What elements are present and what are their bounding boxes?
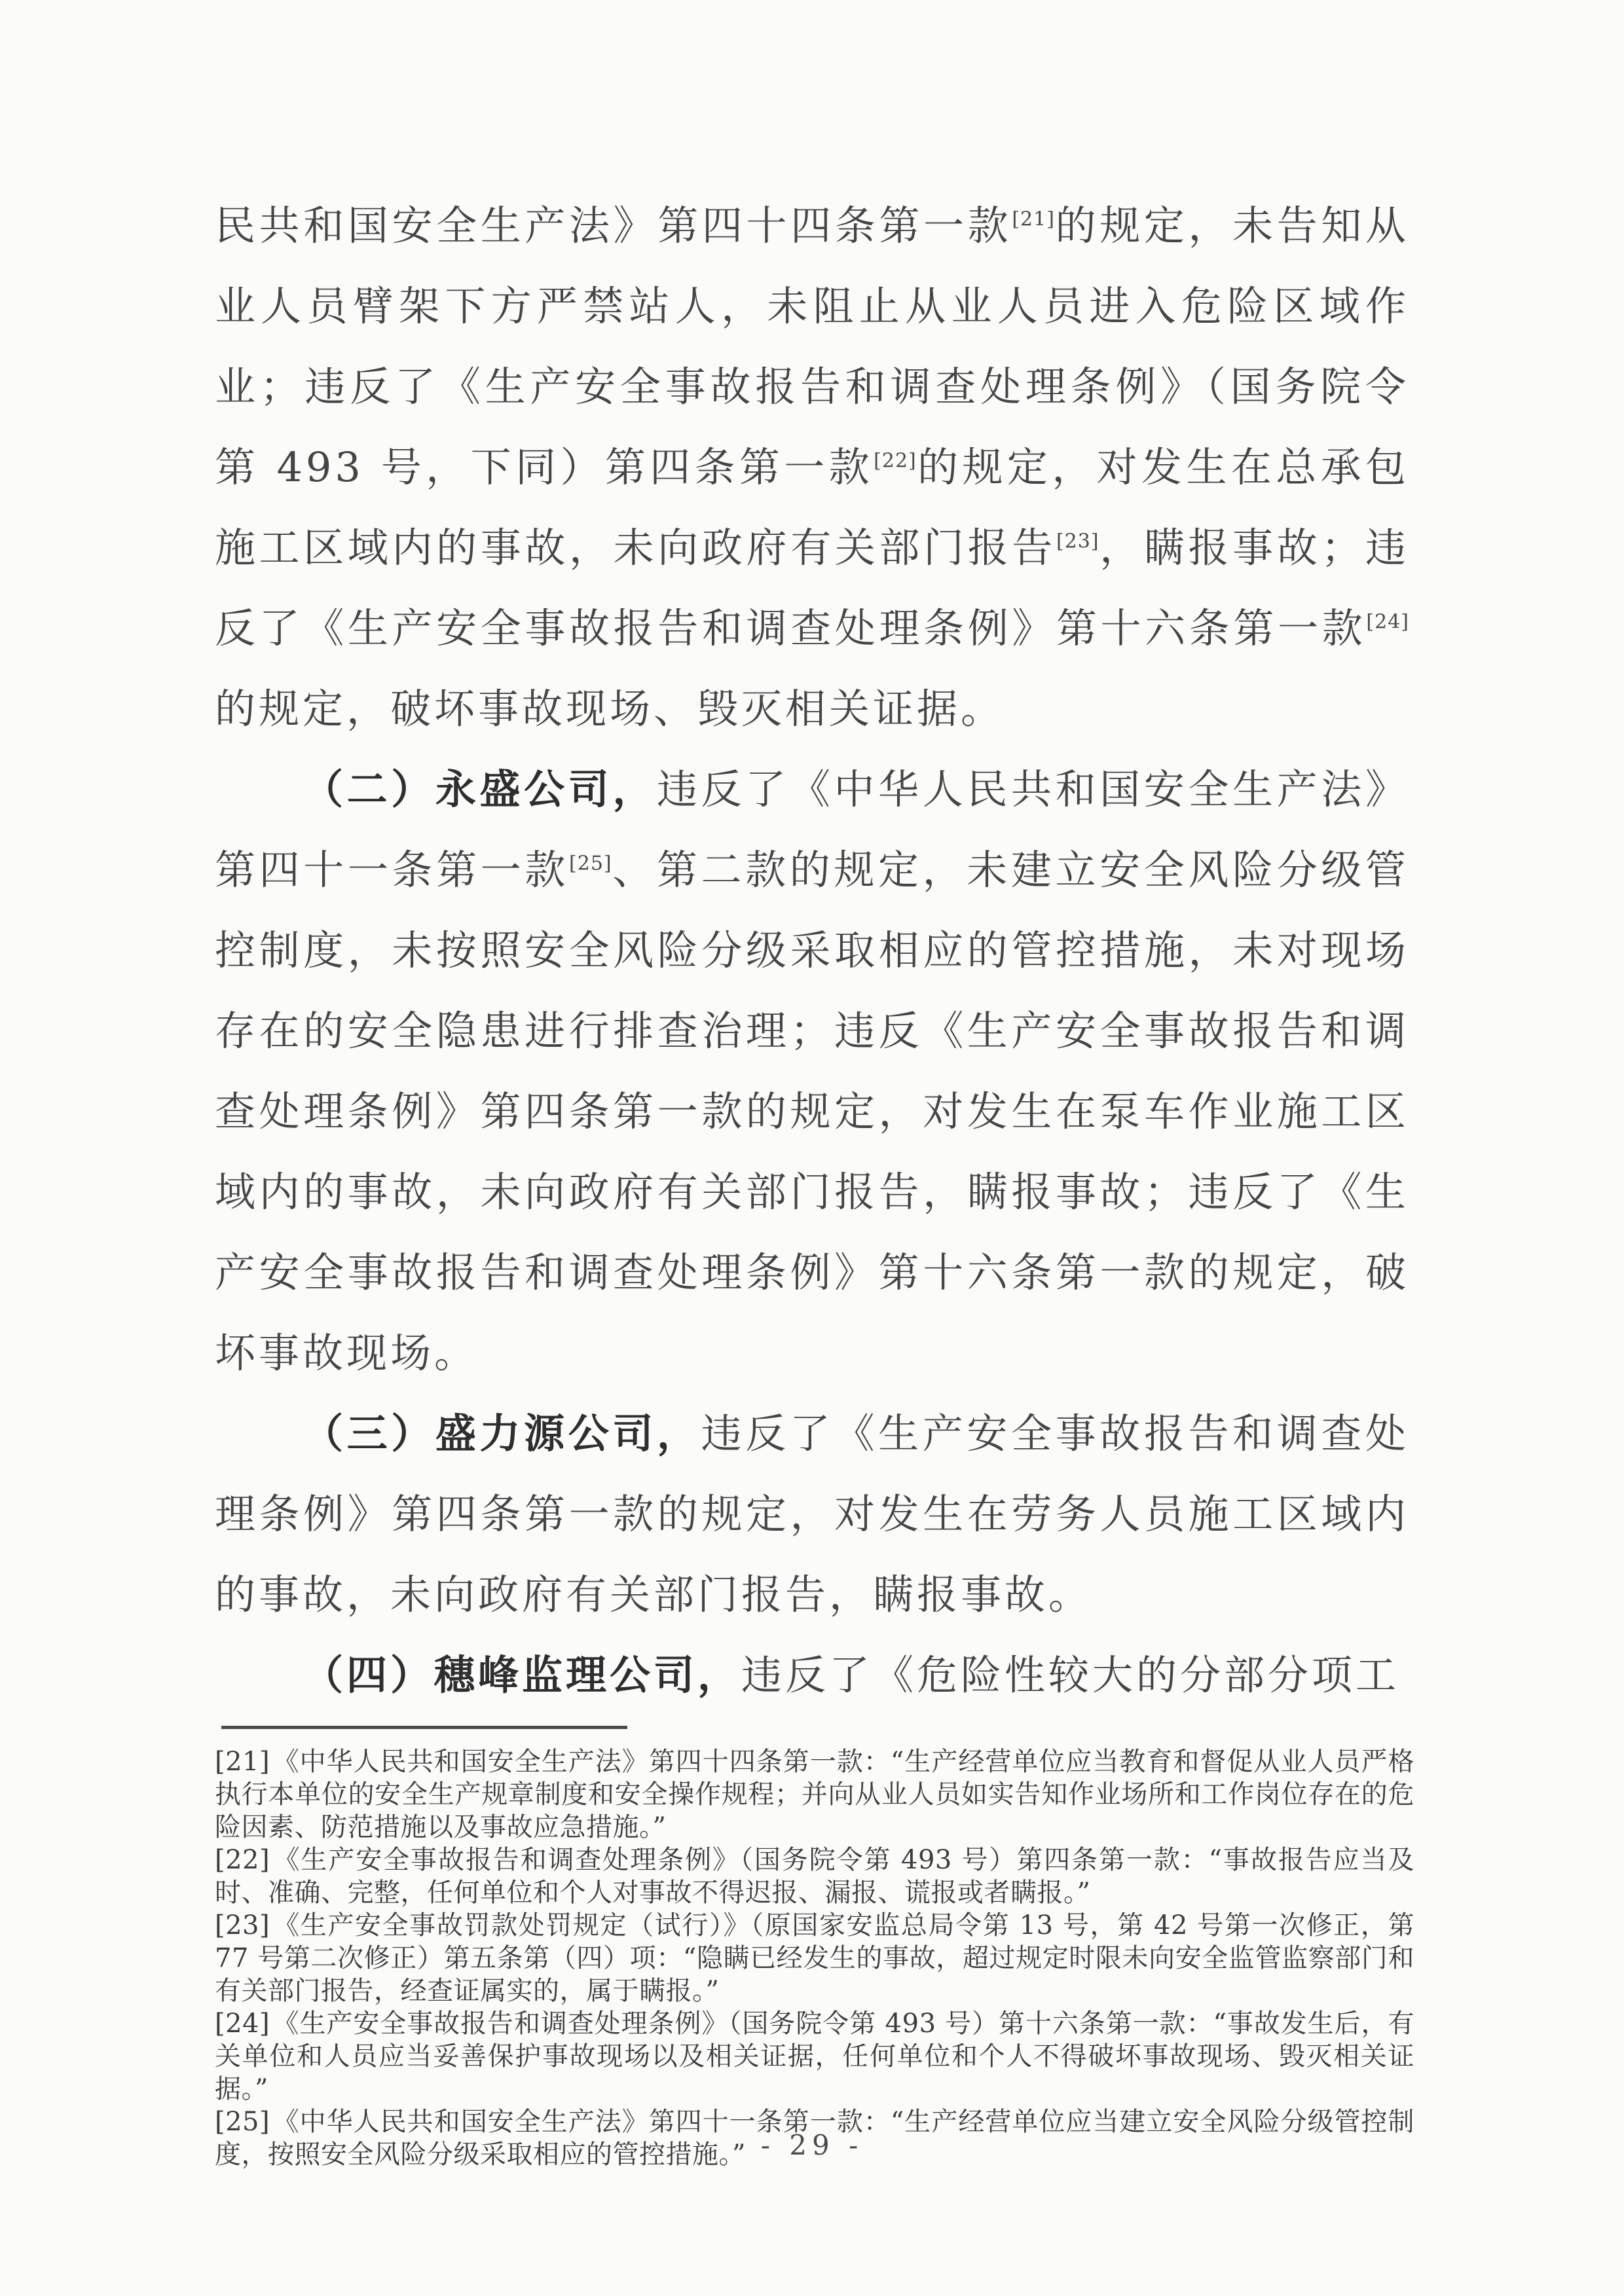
body-paragraph bbox=[215, 749, 1409, 1393]
footnote-marker: [22] bbox=[215, 1845, 270, 1875]
text-run: 的规定，对发生在总承包施工区域内的事故，未向政府有关部门报告 bbox=[215, 443, 1409, 572]
body-paragraph bbox=[215, 185, 1409, 749]
footnote-marker: [25] bbox=[215, 2107, 270, 2137]
footnote-text: 《生产安全事故罚款处罚规定（试行）》（原国家安监总局令第 13 号，第 42 号第一次修正，第 77 号第二次修正）第五条第（四）项：“隐瞒已经发生的事故，超过规定时限未向安全监管监察部门和有关部门报告，经查证属实的，属于瞒报。” bbox=[215, 1910, 1414, 2006]
footnote-ref: [23] bbox=[1056, 530, 1099, 553]
text-run: 的规定，未告知从业人员臂架下方严禁站人，未阻止从业人员进入危险区域作业；违反了《生产安全事故报告和调查处理条例》（国务院令第 493 号，下同）第四条第一款 bbox=[215, 202, 1409, 491]
footnote-text: 《生产安全事故报告和调查处理条例》（国务院令第 493 号）第四条第一款：“事故报告应当及时、准确、完整，任何单位和个人对事故不得迟报、漏报、谎报或者瞒报。” bbox=[215, 1845, 1414, 1908]
footnote-marker: [23] bbox=[215, 1910, 270, 1941]
footnote-ref: [21] bbox=[1012, 208, 1055, 231]
text-run: 违反了《危险性较大的分部分项工 bbox=[741, 1651, 1400, 1699]
footnote-ref: [25] bbox=[569, 852, 612, 875]
footnote-item bbox=[215, 1844, 1414, 1909]
text-run: 的规定，破坏事故现场、毁灭相关证据。 bbox=[215, 685, 1005, 733]
body-paragraph bbox=[215, 1635, 1409, 1715]
footnotes bbox=[215, 1745, 1414, 2171]
text-run: 违反了《生产安全事故报告和调查处理条例》第四条第一款的规定，对发生在劳务人员施工区域内的事故，未向政府有关部门报告，瞒报事故。 bbox=[215, 1410, 1409, 1618]
text-run: 违反了《中华人民共和国安全生产法》第四十一条第一款 bbox=[215, 765, 1409, 894]
body-text bbox=[215, 185, 1409, 1715]
footnote-separator bbox=[221, 1726, 627, 1729]
section-heading: （三）盛力源公司， bbox=[303, 1410, 701, 1457]
footnote-text: 《中华人民共和国安全生产法》第四十一条第一款：“生产经营单位应当建立安全风险分级管控制度，按照安全风险分级采取相应的管控措施。” bbox=[215, 2107, 1414, 2170]
footnote-text: 《中华人民共和国安全生产法》第四十四条第一款：“生产经营单位应当教育和督促从业人员严格执行本单位的安全生产规章制度和安全操作规程；并向从业人员如实告知作业场所和工作岗位存在的危险因素、防范措施以及事故应急措施。” bbox=[215, 1747, 1414, 1842]
footnote-item bbox=[215, 1745, 1414, 1844]
section-heading: （四）穗峰监理公司， bbox=[303, 1651, 742, 1699]
footnote-ref: [22] bbox=[874, 449, 917, 473]
text-run: 民共和国安全生产法》第四十四条第一款 bbox=[215, 202, 1012, 249]
footnote-ref: [24] bbox=[1366, 610, 1409, 634]
footnote-text: 《生产安全事故报告和调查处理条例》（国务院令第 493 号）第十六条第一款：“事故发生后，有关单位和人员应当妥善保护事故现场以及相关证据，任何单位和个人不得破坏事故现场、毁灭相关证据。” bbox=[215, 2009, 1414, 2104]
text-run: 、第二款的规定，未建立安全风险分级管控制度，未按照安全风险分级采取相应的管控措施，未对现场存在的安全隐患进行排查治理；违反《生产安全事故报告和调查处理条例》第四条第一款的规定，对发生在泵车作业施工区域内的事故，未向政府有关部门报告，瞒报事故；违反了《生产安全事故报告和调查处理条例》第十六条第一款的规定，破坏事故现场。 bbox=[215, 846, 1409, 1377]
footnote-item bbox=[215, 1909, 1414, 2007]
footnote-item bbox=[215, 2007, 1414, 2105]
section-heading: （二）永盛公司， bbox=[303, 765, 657, 813]
body-paragraph bbox=[215, 1393, 1409, 1635]
page-number: - 29 - bbox=[760, 2129, 864, 2161]
footnote-marker: [24] bbox=[215, 2009, 270, 2039]
text-run: ，瞒报事故；违反了《生产安全事故报告和调查处理条例》第十六条第一款 bbox=[215, 524, 1409, 652]
footnote-marker: [21] bbox=[215, 1747, 270, 1777]
